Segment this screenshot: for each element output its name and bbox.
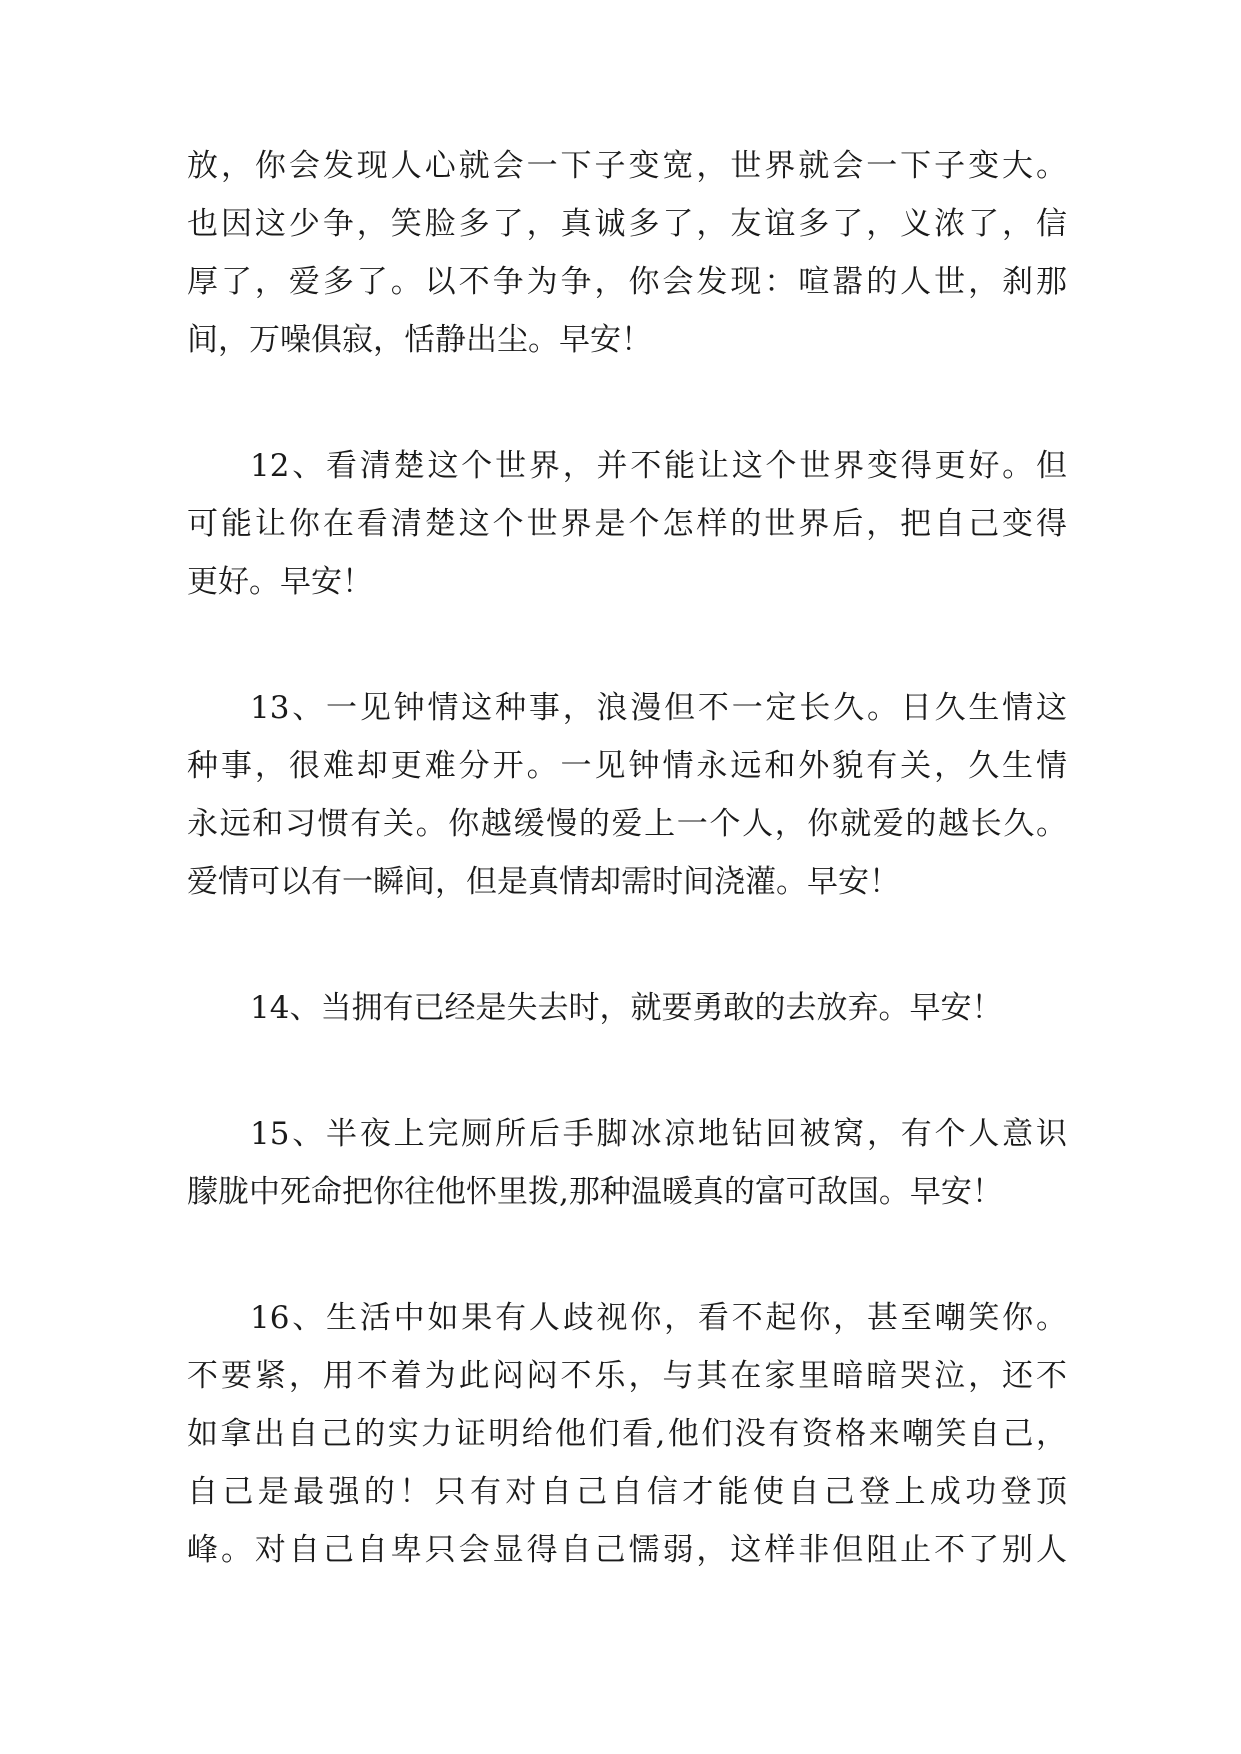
text-line: 自己是最强的！只有对自己自信才能使自己登上成功登顶 bbox=[187, 1474, 1067, 1510]
text-line: 也因这少争，笑脸多了，真诚多了，友谊多了，义浓了，信 bbox=[187, 206, 1067, 242]
text-line: 不要紧，用不着为此闷闷不乐，与其在家里暗暗哭泣，还不 bbox=[187, 1358, 1067, 1394]
text-line: 13、一见钟情这种事，浪漫但不一定长久。日久生情这 bbox=[250, 690, 1067, 726]
text-line: 间，万噪俱寂，恬静出尘。早安！ bbox=[187, 322, 652, 358]
text-line: 12、看清楚这个世界，并不能让这个世界变得更好。但 bbox=[250, 448, 1067, 484]
text-line: 厚了，爱多了。以不争为争，你会发现：喧嚣的人世，刹那 bbox=[187, 264, 1067, 300]
text-line: 可能让你在看清楚这个世界是个怎样的世界后，把自己变得 bbox=[187, 506, 1067, 542]
text-line: 种事，很难却更难分开。一见钟情永远和外貌有关，久生情 bbox=[187, 748, 1067, 784]
text-line: 如拿出自己的实力证明给他们看,他们没有资格来嘲笑自己， bbox=[187, 1416, 1067, 1452]
text-line: 峰。对自己自卑只会显得自己懦弱，这样非但阻止不了别人 bbox=[187, 1532, 1067, 1568]
text-line: 放，你会发现人心就会一下子变宽，世界就会一下子变大。 bbox=[187, 148, 1067, 184]
text-line: 16、生活中如果有人歧视你，看不起你，甚至嘲笑你。 bbox=[250, 1300, 1067, 1336]
text-line: 永远和习惯有关。你越缓慢的爱上一个人，你就爱的越长久。 bbox=[187, 806, 1067, 842]
text-line: 朦胧中死命把你往他怀里拨,那种温暖真的富可敌国。早安！ bbox=[187, 1174, 1003, 1210]
text-line: 15、半夜上完厕所后手脚冰凉地钻回被窝，有个人意识 bbox=[250, 1116, 1067, 1152]
text-line: 爱情可以有一瞬间，但是真情却需时间浇灌。早安！ bbox=[187, 864, 900, 900]
text-line: 更好。早安！ bbox=[187, 564, 373, 600]
text-line: 14、当拥有已经是失去时，就要勇敢的去放弃。早安！ bbox=[250, 990, 1003, 1026]
